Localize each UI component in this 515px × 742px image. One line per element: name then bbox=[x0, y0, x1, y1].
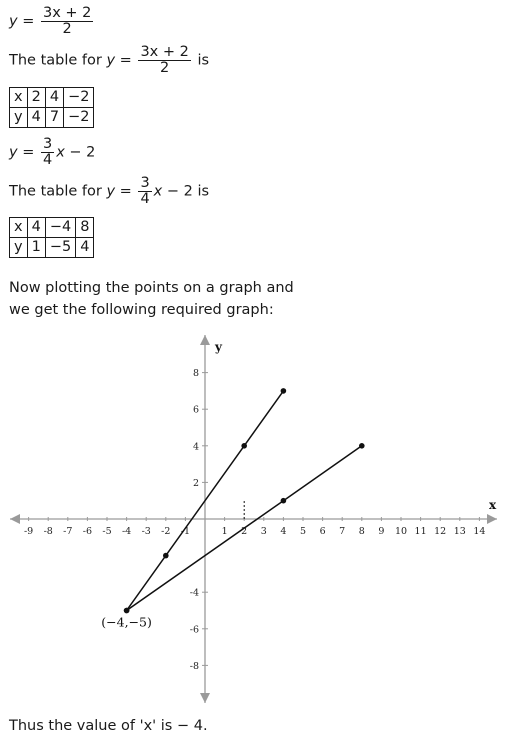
x-axis-right-arrow bbox=[487, 514, 497, 524]
table1-intro-denominator: 2 bbox=[160, 60, 170, 76]
eq2-numerator: 3 bbox=[42, 136, 53, 152]
conclusion-text: Thus the value of 'x' is − 4. bbox=[9, 718, 208, 734]
data-point bbox=[281, 388, 287, 394]
x-tick-label: -4 bbox=[121, 526, 132, 537]
eq1-numerator: 3x + 2 bbox=[42, 5, 92, 21]
x-tick-label: 12 bbox=[434, 526, 447, 537]
table1-cell: 4 bbox=[45, 88, 63, 108]
plot-text-line-2: we get the following required graph: bbox=[9, 302, 274, 318]
table2-intro-y: y bbox=[106, 183, 116, 200]
table2-intro-numerator: 3 bbox=[140, 175, 150, 191]
table1-intro-y: y bbox=[106, 52, 116, 69]
table1-intro-pre: The table for bbox=[9, 52, 107, 69]
y-axis-label: y bbox=[215, 340, 222, 354]
y-axis-bottom-arrow bbox=[200, 693, 210, 703]
y-tick-label: 2 bbox=[192, 477, 199, 489]
x-tick-label: 7 bbox=[339, 526, 346, 537]
x-axis-left-arrow bbox=[10, 514, 20, 524]
y-tick-label: -6 bbox=[189, 624, 199, 636]
table2-cell: 8 bbox=[76, 218, 94, 238]
eq2-rest: − 2 bbox=[64, 144, 96, 161]
table2-intro-rest: − 2 is bbox=[162, 183, 210, 200]
x-tick-label: 13 bbox=[453, 526, 466, 537]
eq2-equals: = bbox=[17, 144, 39, 161]
x-tick-label: 11 bbox=[414, 526, 427, 537]
plot-text-line-1: Now plotting the points on a graph and bbox=[9, 280, 294, 296]
table1-cell: x bbox=[10, 88, 28, 108]
x-tick-label: -9 bbox=[23, 526, 34, 537]
table2-cell: x bbox=[10, 218, 28, 238]
x-tick-label: 3 bbox=[260, 526, 267, 537]
table1-cell: 4 bbox=[27, 108, 45, 128]
x-tick-label: 14 bbox=[473, 526, 486, 537]
data-point bbox=[124, 608, 130, 614]
table1-intro-post: is bbox=[192, 52, 210, 69]
data-point bbox=[163, 553, 169, 559]
table1-intro-numerator: 3x + 2 bbox=[140, 44, 189, 60]
x-tick-label: 9 bbox=[378, 526, 385, 537]
x-tick-label: -7 bbox=[63, 526, 73, 537]
x-tick-label: -2 bbox=[161, 526, 171, 537]
table2-intro-eq: = bbox=[115, 183, 137, 200]
y-tick-label: 8 bbox=[192, 368, 199, 380]
table2-cell: 4 bbox=[27, 218, 45, 238]
table2-intro-pre: The table for bbox=[9, 183, 107, 200]
y-tick-label: 4 bbox=[192, 441, 199, 453]
y-tick-label: -8 bbox=[189, 660, 199, 672]
y-axis-top-arrow bbox=[200, 335, 210, 345]
table1-cell: 2 bbox=[27, 88, 45, 108]
table2-cell: −5 bbox=[45, 238, 75, 258]
x-tick-label: 8 bbox=[358, 526, 365, 537]
table2-cell: 1 bbox=[27, 238, 45, 258]
table2-intro-var: x bbox=[153, 183, 163, 200]
eq2-lhs: y bbox=[9, 144, 18, 161]
x-tick-label: -6 bbox=[82, 526, 93, 537]
eq2-denominator: 4 bbox=[42, 152, 53, 168]
eq2-var: x bbox=[56, 144, 65, 161]
data-point bbox=[359, 443, 365, 449]
x-tick-label: -5 bbox=[102, 526, 112, 537]
data-point bbox=[241, 443, 247, 449]
x-tick-label: 2 bbox=[241, 526, 248, 537]
x-tick-label: 4 bbox=[280, 526, 287, 537]
y-tick-label: -4 bbox=[189, 587, 199, 599]
table1-cell: −2 bbox=[64, 88, 94, 108]
x-tick-label: -3 bbox=[141, 526, 151, 537]
eq1-denominator: 2 bbox=[62, 21, 72, 37]
data-point bbox=[281, 498, 287, 504]
table1-intro-eq: = bbox=[115, 52, 137, 69]
table2-cell: 4 bbox=[76, 238, 94, 258]
x-tick-label: -8 bbox=[43, 526, 53, 537]
x-tick-label: 1 bbox=[221, 526, 228, 537]
point-annotation: (−4,−5) bbox=[101, 614, 152, 630]
table2-cell: y bbox=[10, 238, 28, 258]
eq1-lhs: y bbox=[9, 13, 18, 30]
x-axis-label: x bbox=[489, 498, 497, 512]
table1-cell: −2 bbox=[64, 108, 94, 128]
x-tick-label: 6 bbox=[319, 526, 326, 537]
x-tick-label: -1 bbox=[180, 526, 191, 537]
y-tick-label: 6 bbox=[192, 404, 199, 416]
table2-cell: −4 bbox=[45, 218, 75, 238]
x-tick-label: 10 bbox=[394, 526, 408, 537]
table1-cell: 7 bbox=[45, 108, 63, 128]
table2-intro-denominator: 4 bbox=[140, 191, 150, 207]
table1-cell: y bbox=[10, 108, 28, 128]
eq1-equals: = bbox=[17, 13, 39, 30]
x-tick-label: 5 bbox=[299, 526, 307, 537]
